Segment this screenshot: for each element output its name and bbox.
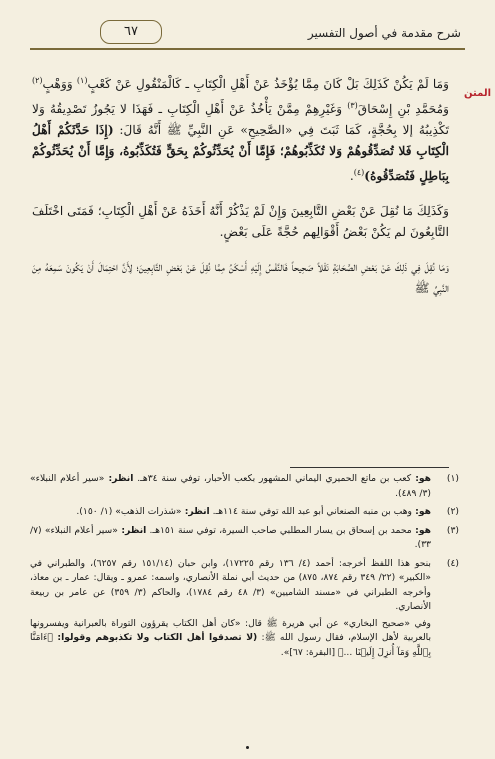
footnote-lead: هو: — [411, 506, 431, 517]
main-text — [32, 70, 449, 313]
p1-text-a: وَمَا لَمْ يَكُنْ كَذَلِكَ بَلْ كَانَ مِمَّا يُؤْخَذُ عَنْ أَهْلِ الْكِتَابِ ـ كَالْمَنْقُولِ عَنْ كَعْبٍ — [87, 77, 449, 92]
footnote-1 — [30, 472, 459, 501]
footnote-ref-4[interactable]: (٤) — [353, 168, 365, 178]
footnote-look: انظر: — [117, 524, 147, 536]
page-header — [30, 18, 465, 50]
footnote-ref-2[interactable]: (٢) — [32, 76, 43, 85]
footnote-2 — [30, 505, 459, 520]
footnote-separator — [290, 467, 449, 468]
footnote-body: وهب بن منبه الصنعاني أبو عبد الله توفي سنة ١١٤هـ. — [209, 506, 412, 517]
footnote-lead: هو: — [411, 524, 431, 536]
footnote-4 — [30, 557, 459, 661]
footnote-4-paragraph — [30, 617, 431, 661]
footnotes — [30, 472, 459, 664]
footnote-number: (٢) — [446, 506, 459, 517]
footnote-ref: «سير أعلام النبلاء» (٧/ ٣٣). — [30, 524, 431, 550]
quran-ref: [البقرة: ٦٧]». — [280, 646, 338, 658]
footnote-lead: هو: — [411, 473, 432, 484]
footnote-body: كعب بن ماتع الحميري اليماني المشهور بكعب الأحبار، توفي سنة ٣٤هـ. — [133, 473, 412, 484]
footnote-ref: «شذرات الذهب» (١/ ١٥٠). — [76, 506, 182, 517]
footnote-ref-1[interactable]: (١) — [76, 76, 88, 85]
running-title: شرح مقدمة في أصول التفسير — [307, 26, 461, 40]
footnote-look: انظر: — [104, 473, 134, 484]
footnote-number: (١) — [446, 473, 459, 484]
footnote-3 — [30, 524, 459, 553]
page-dot — [246, 746, 249, 749]
footnote-body: بنحو هذا اللفظ أخرجه: أحمد (٤/ ١٣٦ رقم ١٧٢٢٥)، وابن حبان (١٥١/١٤ رقم ٦٢٥٧)، والطبراني في «الكبير» (٢٢/ ٣٤٩ رقم ٨٧٤، ٨٧٥) من حديث أبي نملة الأنصاري، واسمه: عمرو ـ ويقال: عمار ـ بن معاذ، وأخرجه الطبراني في «مسند الشاميين» (٣/ ٤٨ رقم ١٧٨٤)، والحاكم (٣/ ٣٥٩) عن عامر بن ربيعة الأنصاري. — [30, 557, 431, 612]
p1-text-b: وَوَهْبٍ — [42, 77, 77, 92]
footnote-ref-3[interactable]: (٣) — [347, 101, 358, 111]
footnote-number: (٤) — [446, 557, 459, 569]
matn-marker: المتن — [464, 88, 491, 99]
paragraph-1 — [32, 70, 449, 187]
footnote-ref: «سير أعلام النبلاء» (٣/ ٤٨٩). — [30, 473, 431, 499]
footnote-4-bold: (لا تصدقوا أهل الكتاب ولا تكذبوهم وقولوا: — [52, 632, 258, 643]
paragraph-2: وَكَذَلِكَ مَا نُقِلَ عَنْ بَعْضِ التَّابِعِينَ وَإِنْ لَمْ يَذْكُرْ أَنَّهُ أَخَذَهُ عَنْ أَهْلِ الْكِتَابِ؛ فَمَتَى اخْتَلَفَ التَّابِعُونَ لم يَكُنْ بَعْضُ أَقْوَالِهم حُجَّةً عَلَى بَعْضٍ. — [32, 204, 449, 240]
page-number: ٦٧ — [100, 20, 162, 44]
p1-text-c: وَمُحَمَّدِ بْنِ إِسْحَاقَ — [357, 102, 450, 117]
p1-end: . — [349, 169, 354, 184]
p1-text-d: وَغَيْرِهِمْ مِمَّنْ يَأْخُذُ عَنْ أَهْلِ الْكِتَابِ ـ فَهَذَا لا يَجُوزُ تَصْدِيقُهُ وَلا تَكْذِيبُهُ إلا بِحُجَّةٍ، كَمَا ثَبَتَ فِي «الصَّحِيحِ» عَنِ النَّبِيِّ ﷺ أَنَّهُ قَالَ: — [32, 102, 449, 138]
quran-quote: ﴿ءَامَنَّا بِٱللَّهِ وَمَآ أُنزِلَ إِلَيۡنَا ...﴾ — [30, 632, 431, 658]
paragraph-3: وَمَا نُقِلَ فِي ذَلِكَ عَنْ بَعْضِ الصَّحَابَةِ نَقْلاً صَحِيحاً فَالنَّفْسُ إِلَيْهِ أَسْكَنُ مِمَّا نُقِلَ عَنْ بَعْضِ التَّابِعِينَ؛ لِأَنَّ احْتِمَالَ أَنْ يَكُونَ سَمِعَهُ مِنَ النَّبِيِّ ﷺ — [32, 260, 449, 296]
hadith-quote: (إِذَا حَدَّثَكُمْ أَهْلُ الْكِتَابِ فَلا تُصَدِّقُوهُمْ وَلا تُكَذِّبُوهُمْ؛ فَإِمَّا أَنْ يُحَدِّثُوكُمْ بِحَقٍّ فَتُكَذِّبُوهُ، وَإِمَّا أَنْ يُحَدِّثُوكُمْ بِبَاطِلٍ فَتُصَدِّقُوهُ) — [32, 123, 449, 184]
footnote-body: محمد بن إسحاق بن يسار المطلبي صاحب السيرة، توفي سنة ١٥١هـ. — [146, 524, 412, 536]
footnote-look: انظر: — [181, 506, 210, 517]
footnote-number: (٣) — [446, 524, 459, 536]
footnote-4-text: وفي «صحيح البخاري» عن أبي هريرة ﷺ قال: «كان أهل الكتاب يقرؤون التوراة بالعبرانية ويفسرونها بالعربية لأهل الإسلام، فقال رسول الله ﷺ: — [30, 617, 431, 643]
